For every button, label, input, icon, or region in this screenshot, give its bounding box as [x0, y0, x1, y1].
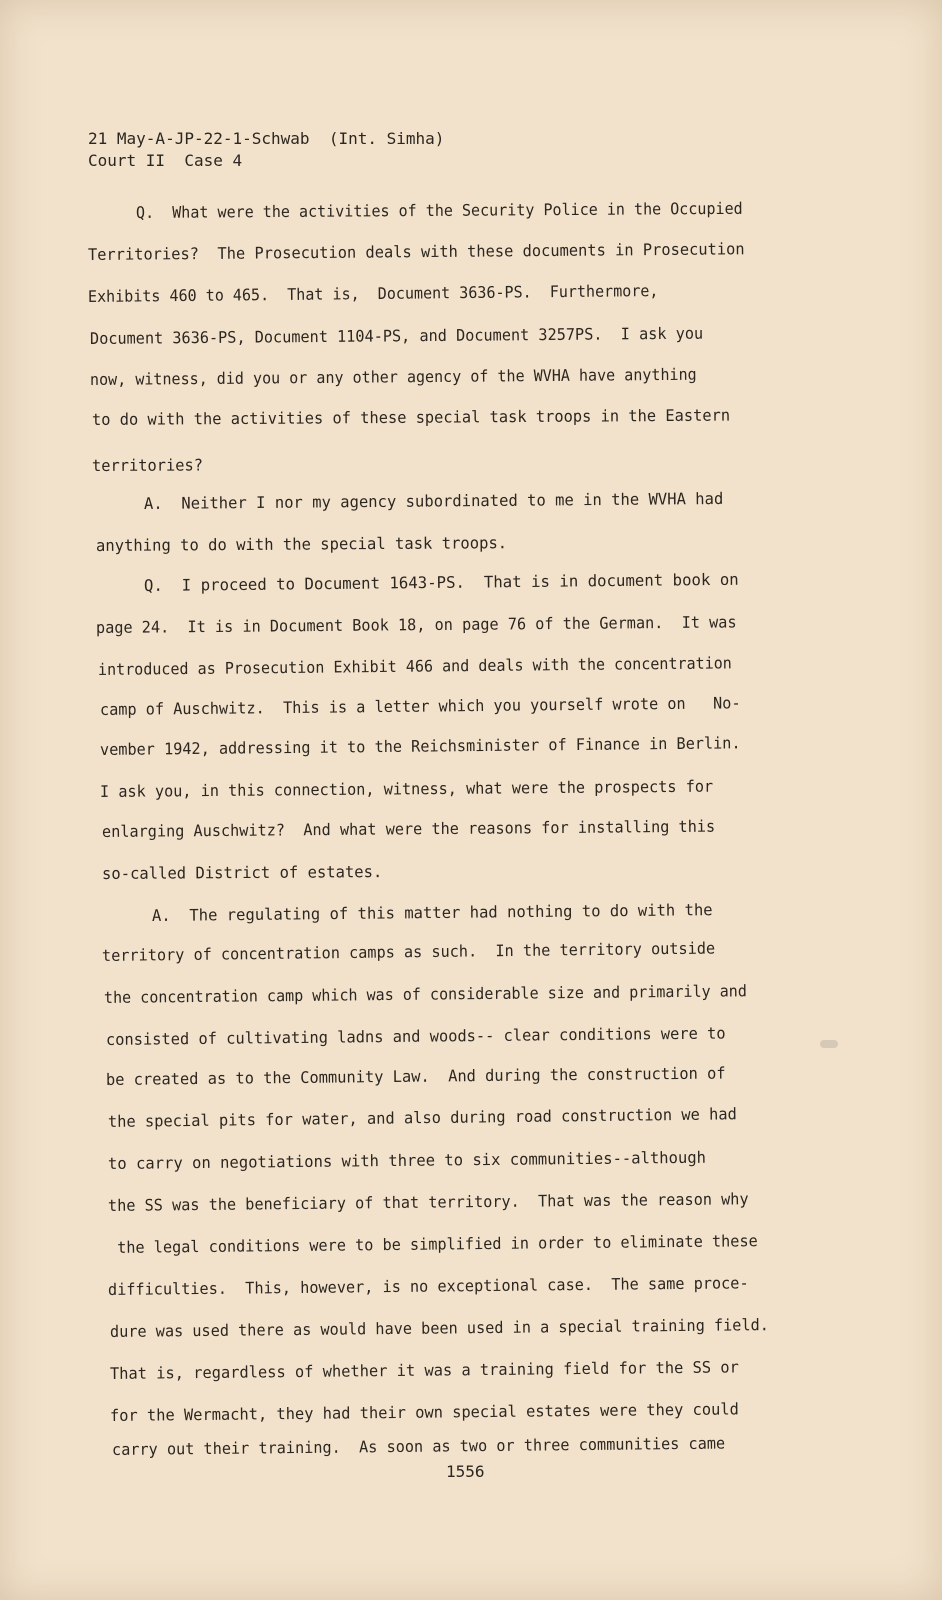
text-line: consisted of cultivating ladns and woods-- clear conditions were to [105, 1023, 726, 1049]
text-line: page 24. It is in Document Book 18, on page 76 of the German. It was [95, 612, 737, 637]
text-line: territories? [91, 455, 204, 475]
text-line: anything to do with the special task troops. [95, 533, 508, 555]
text-line: Territories? The Prosecution deals with these documents in Prosecution [87, 239, 745, 264]
text-line: I ask you, in this connection, witness, what were the prospects for [99, 776, 714, 801]
text-line: difficulties. This, however, is no exceptional case. The same proce- [107, 1273, 749, 1299]
text-line: territory of concentration camps as such. In the territory outside [101, 938, 716, 965]
text-line: the special pits for water, and also during road construction we had [107, 1104, 737, 1131]
text-line: Q. I proceed to Document 1643-PS. That is in document book on [143, 569, 739, 595]
text-line: enlarging Auschwitz? And what were the reasons for installing this [101, 816, 716, 841]
text-line: the SS was the beneficiary of that territory. That was the reason why [107, 1189, 749, 1215]
page-number: 1556 [446, 1462, 485, 1481]
text-line: to carry on negotiations with three to six communities--although [107, 1147, 707, 1173]
text-line: A. The regulating of this matter had nothing to do with the [151, 900, 713, 925]
text-line: be created as to the Community Law. And during the construction of [105, 1063, 726, 1089]
text-line: the concentration camp which was of considerable size and primarily and [103, 981, 747, 1007]
text-line: Q. What were the activities of the Security Police in the Occupied [135, 198, 743, 222]
text-line: Document 3636-PS, Document 1104-PS, and Document 3257PS. I ask you [89, 323, 704, 348]
text-line: dure was used there as would have been used in a special training field. [109, 1315, 769, 1341]
ink-smudge [820, 1040, 838, 1048]
text-line: so-called District of estates. [101, 862, 383, 883]
text-line: carry out their training. As soon as two or three communities came [111, 1433, 726, 1459]
text-line: camp of Auschwitz. This is a letter which you yourself wrote on No- [99, 693, 741, 719]
text-line: the legal conditions were to be simplified in order to eliminate these [107, 1231, 758, 1257]
text-line: vember 1942, addressing it to the Reichsminister of Finance in Berlin. [99, 733, 741, 759]
text-line: A. Neither I nor my agency subordinated to me in the WVHA had [143, 488, 724, 513]
document-header [88, 128, 444, 172]
text-line: Exhibits 460 to 465. That is, Document 3636-PS. Furthermore, [87, 281, 659, 306]
header-line-2: Court II Case 4 [88, 151, 243, 170]
text-line: introduced as Prosecution Exhibit 466 and deals with the concentration [97, 653, 732, 679]
header-line-1: 21 May-A-JP-22-1-Schwab (Int. Simha) [88, 129, 445, 148]
text-line: now, witness, did you or any other agency of the WVHA have anything [89, 364, 697, 389]
text-line: That is, regardless of whether it was a training field for the SS or [109, 1357, 739, 1383]
text-line: for the Wermacht, they had their own special estates were they could [109, 1399, 739, 1425]
text-line: to do with the activities of these special task troops in the Eastern [91, 405, 731, 429]
